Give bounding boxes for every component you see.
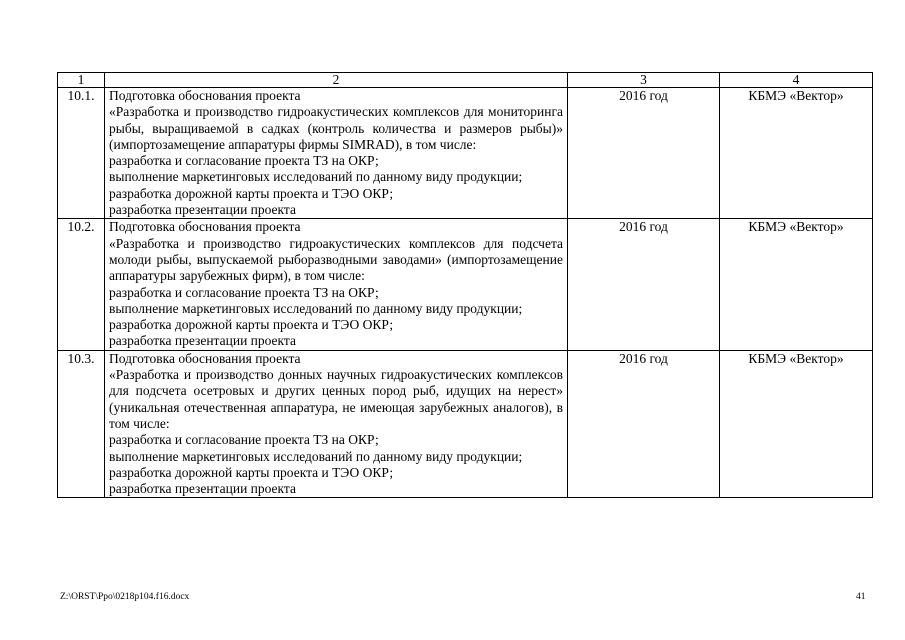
table-row bbox=[58, 350, 873, 498]
column-header-1: 1 bbox=[58, 73, 105, 88]
program-table bbox=[57, 72, 873, 498]
table-header-row bbox=[58, 73, 873, 88]
row-number: 10.1. bbox=[58, 88, 105, 219]
description-line: выполнение маркетинговых исследований по данному виду продукции; bbox=[109, 300, 523, 316]
footer-file-path: Z:\ORST\Ppo\0218p104.f16.docx bbox=[60, 592, 190, 602]
row-executor: КБМЭ «Вектор» bbox=[720, 219, 873, 350]
description-line: разработка дорожной карты проекта и ТЭО ОКР; bbox=[109, 464, 394, 480]
row-number: 10.2. bbox=[58, 219, 105, 350]
row-executor: КБМЭ «Вектор» bbox=[720, 88, 873, 219]
description-line: «Разработка и производство гидроакустических комплексов для мониторинга рыбы, выращиваемой в садках (контроль количества и размеров рыбы)» (импортозамещение аппаратуры фирмы SIMRAD), в том числе: bbox=[109, 104, 563, 152]
description-line: Подготовка обоснования проекта bbox=[109, 219, 301, 235]
column-header-3: 3 bbox=[568, 73, 720, 88]
row-executor: КБМЭ «Вектор» bbox=[720, 350, 873, 498]
row-year: 2016 год bbox=[568, 88, 720, 219]
description-line: выполнение маркетинговых исследований по данному виду продукции; bbox=[109, 169, 523, 185]
description-line: разработка и согласование проекта ТЗ на ОКР; bbox=[109, 153, 379, 169]
description-line: «Разработка и производство гидроакустических комплексов для подсчета молоди рыбы, выпускаемой рыборазводными заводами» (импортозамещение аппаратуры зарубежных фирм), в том числе: bbox=[109, 235, 563, 284]
description-line: Подготовка обоснования проекта bbox=[109, 88, 301, 103]
description-line: выполнение маркетинговых исследований по данному виду продукции; bbox=[109, 448, 523, 464]
description-line: Подготовка обоснования проекта bbox=[109, 350, 301, 366]
row-description bbox=[105, 88, 568, 219]
description-line: разработка дорожной карты проекта и ТЭО ОКР; bbox=[109, 185, 394, 201]
row-description bbox=[105, 219, 568, 350]
description-line: разработка презентации проекта bbox=[109, 333, 296, 349]
row-year: 2016 год bbox=[568, 219, 720, 350]
table-row bbox=[58, 88, 873, 219]
description-line: разработка и согласование проекта ТЗ на ОКР; bbox=[109, 432, 379, 448]
row-description bbox=[105, 350, 568, 498]
description-line: разработка дорожной карты проекта и ТЭО ОКР; bbox=[109, 317, 394, 333]
footer-page-number: 41 bbox=[856, 592, 866, 602]
row-number: 10.3. bbox=[58, 350, 105, 498]
description-line: разработка и согласование проекта ТЗ на ОКР; bbox=[109, 284, 379, 300]
description-line: «Разработка и производство донных научных гидроакустических комплексов для подсчета осетровых и других ценных пород рыб, идущих на нерест» (уникальная отечественная аппаратура, не имеющая зарубежных аналогов), в том числе: bbox=[109, 367, 563, 431]
row-year: 2016 год bbox=[568, 350, 720, 498]
table-row bbox=[58, 219, 873, 350]
description-line: разработка презентации проекта bbox=[109, 481, 296, 497]
description-line: разработка презентации проекта bbox=[109, 202, 296, 218]
column-header-2: 2 bbox=[105, 73, 568, 88]
column-header-4: 4 bbox=[720, 73, 873, 88]
